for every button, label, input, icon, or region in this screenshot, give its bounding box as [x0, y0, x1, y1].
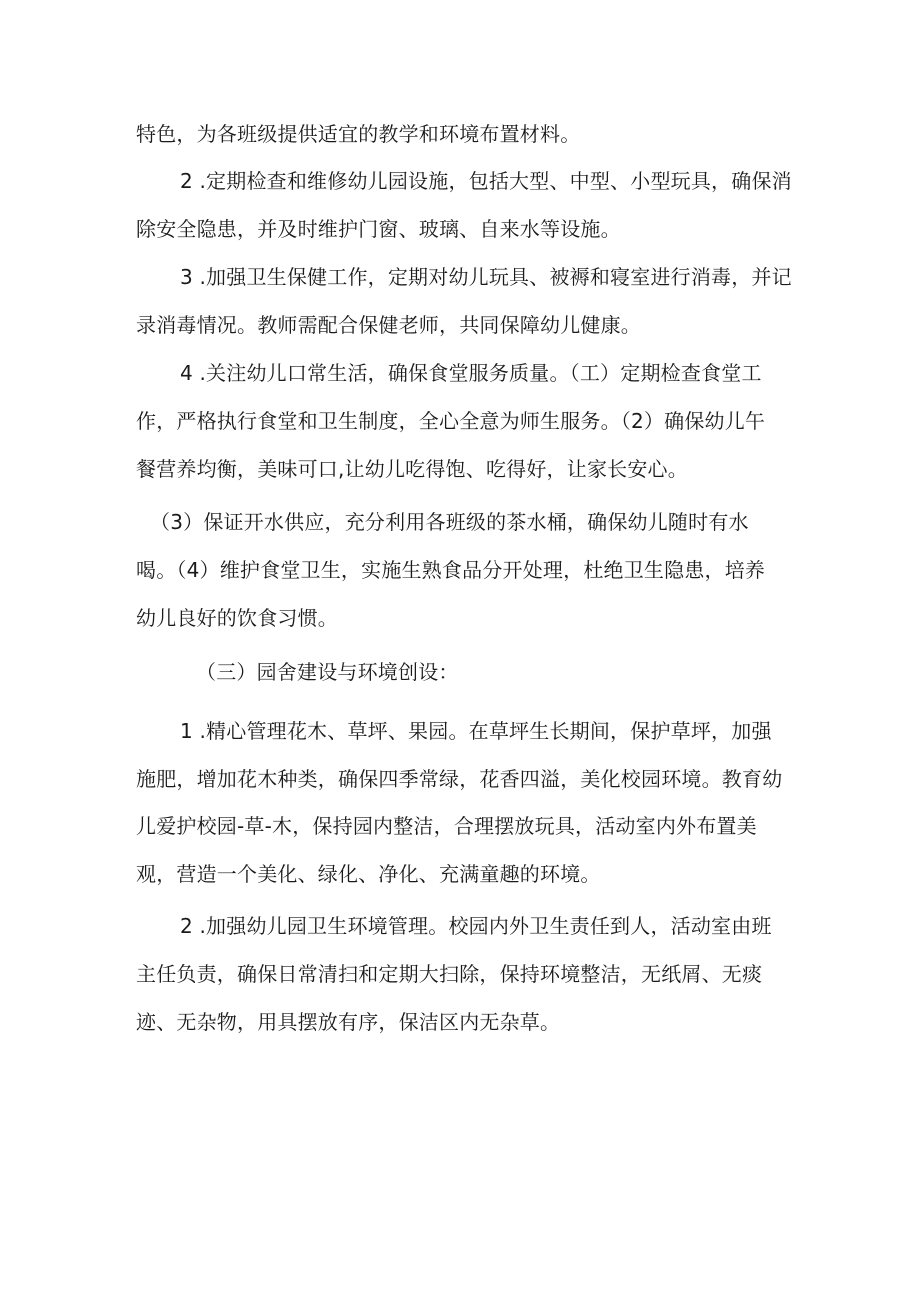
text-line: 迹、无杂物，用具摆放有序，保洁区内无杂草。 [136, 1010, 561, 1034]
text-line: 除安全隐患，并及时维护门窗、玻璃、自来水等设施。 [136, 217, 621, 241]
text-line: 3 .加强卫生保健工作，定期对幼儿玩具、被褥和寝室进行消毒，并记 [180, 265, 792, 289]
text-line: 4 .关注幼儿口常生活，确保食堂服务质量。（工）定期检查食堂工 [180, 361, 762, 385]
text-line: 2 .定期检查和维修幼儿园设施，包括大型、中型、小型玩具，确保消 [180, 169, 792, 193]
text-line: 1 .精心管理花木、草坪、果园。在草坪生长期间，保护草坪，加强 [180, 719, 772, 743]
text-line: 2 .加强幼儿园卫生环境管理。校园内外卫生责任到人，活动室由班 [180, 914, 772, 938]
text-line: （3）保证开水供应，充分利用各班级的茶水桶，确保幼儿随时有水 [150, 510, 749, 534]
text-line: 录消毒情况。教师需配合保健老师，共同保障幼儿健康。 [136, 313, 641, 337]
section-heading: （三）园舍建设与环境创设： [196, 660, 459, 684]
text-line: 特色，为各班级提供适宜的教学和环境布置材料。 [136, 122, 581, 146]
text-line: 施肥，增加花木种类，确保四季常绿，花香四溢，美化校园环境。教育幼 [136, 767, 783, 791]
text-line: 作，严格执行食堂和卫生制度，全心全意为师生服务。（2）确保幼儿午 [136, 409, 766, 433]
text-line: 观，营造一个美化、绿化、净化、充满童趣的环境。 [136, 862, 601, 886]
text-line: 幼儿良好的饮食习惯。 [136, 606, 338, 630]
text-line: 餐营养均衡，美味可口,让幼儿吃得饱、吃得好，让家长安心。 [136, 457, 688, 481]
text-line: 儿爱护校园-草-木，保持园内整洁，合理摆放玩具，活动室内外布置美 [136, 814, 757, 838]
text-line: 主任负责，确保日常清扫和定期大扫除，保持环境整洁，无纸屑、无痰 [136, 962, 763, 986]
text-line: 喝。（4）维护食堂卫生，实施生熟食品分开处理，杜绝卫生隐患，培养 [136, 558, 766, 582]
